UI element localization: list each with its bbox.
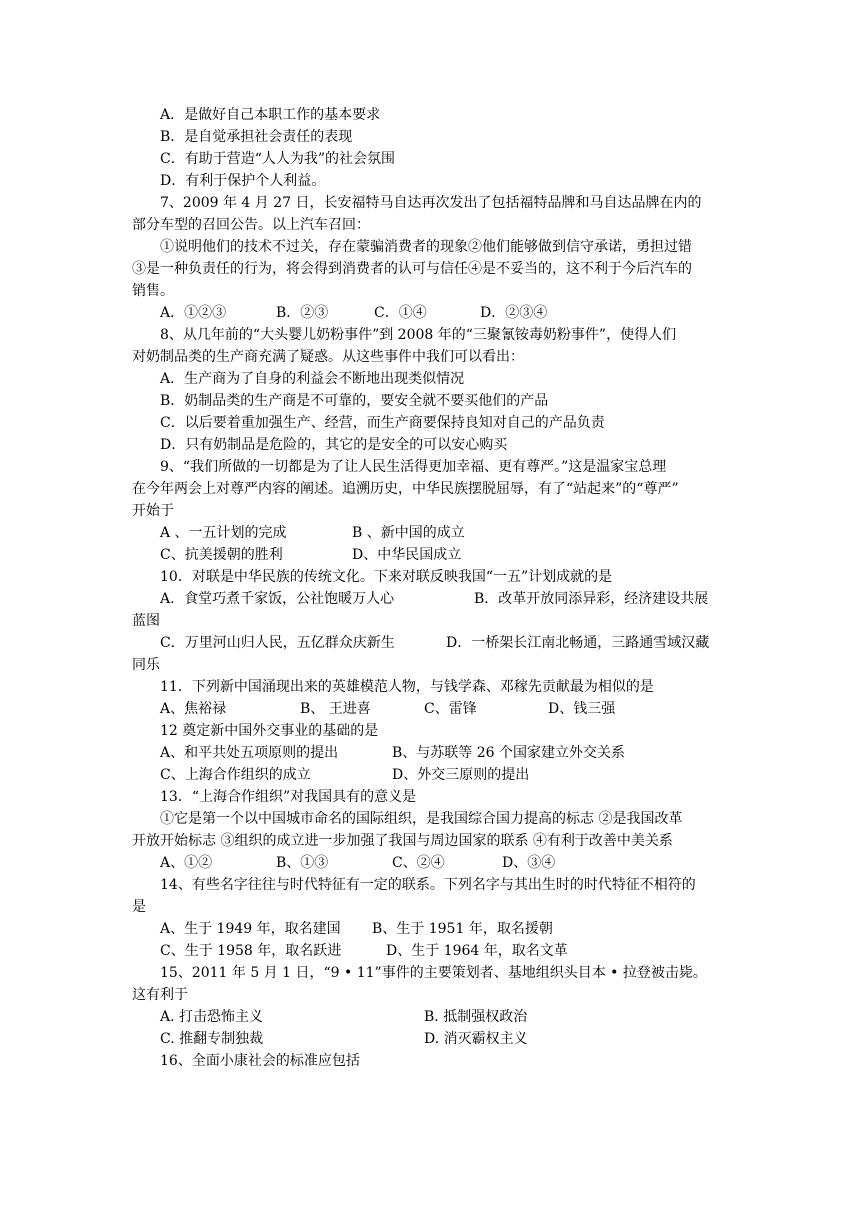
line-text: 销售。 [132,283,174,299]
line-text: A．是做好自己本职工作的基本要求 [160,107,381,123]
answer-option: D、生于 1964 年，取名文革 [386,943,568,959]
line-text: 15、2011 年 5 月 1 日，“9 • 11”事件的主要策划者、基地组织头目本 • 拉登被击毙。 [160,965,707,981]
line-text: 10．对联是中华民族的传统文化。下来对联反映我国“一五”计划成就的是 [160,569,613,585]
answer-option: A、①② [160,855,213,871]
line-text: 11．下列新中国涌现出来的英雄模范人物，与钱学森、邓稼先贡献最为相似的是 [160,679,654,695]
answer-option: C、②④ [392,855,445,871]
line-text: 是 [132,899,146,915]
line-text: 8、从几年前的“大头婴儿奶粉事件”到 2008 年的“三聚氰铵毒奶粉事件”，使得人们 [160,327,677,343]
line-text: 同乐 [132,657,160,673]
line-text: D．有利于保护个人利益。 [160,173,326,189]
line-text: ③是一种负责任的行为，将会得到消费者的认可与信任④是不妥当的，这不利于今后汽车的 [132,261,692,277]
answer-option: C、上海合作组织的成立 [160,767,311,783]
line-text: 蓝图 [132,613,160,629]
answer-option: D、中华民国成立 [352,547,462,563]
answer-option: B、生于 1951 年，取名援朝 [372,921,553,937]
line-text: 12 奠定新中国外交事业的基础的是 [160,723,379,739]
answer-option: D、外交三原则的提出 [392,767,530,783]
answer-option: D．②③④ [480,305,548,321]
line-text: 开始于 [132,503,174,519]
answer-option: D．一桥架长江南北畅通，三路通雪域汉藏 [446,635,710,651]
line-text: A．生产商为了自身的利益会不断地出现类似情况 [160,371,465,387]
answer-option: B．改革开放同添异彩，经济建设共展 [474,591,709,607]
answer-option: A 、一五计划的完成 [160,525,287,541]
line-text: 7、2009 年 4 月 27 日，长安福特马自达再次发出了包括福特品牌和马自达品牌在内的 [160,195,702,211]
line-text: ①它是第一个以中国城市命名的国际组织，是我国综合国力提高的标志 ②是我国改革 [160,811,683,827]
line-text: 9、“我们所做的一切都是为了让人民生活得更加幸福、更有尊严。”这是温家宝总理 [160,459,667,475]
line-text: B．奶制品类的生产商是不可靠的，要安全就不要买他们的产品 [160,393,549,409]
answer-option: B 、新中国的成立 [352,525,465,541]
line-text: 14、有些名字往往与时代特征有一定的联系。下列名字与其出生时的时代特征不相符的 [160,877,696,893]
line-text: 13．“上海合作组织”对我国具有的意义是 [160,789,417,805]
answer-option: A、焦裕禄 [160,701,227,717]
answer-option: A、和平共处五项原则的提出 [160,745,339,761]
line-text: C．以后要着重加强生产、经营，而生产商要保持良知对自己的产品负责 [160,415,605,431]
answer-option: B、①③ [276,855,329,871]
line-text: 16、全面小康社会的标准应包括 [160,1053,360,1069]
line-text: 这有利于 [132,987,188,1003]
answer-option: D、钱三强 [548,701,616,717]
answer-option: D、③④ [502,855,556,871]
answer-option: D. 消灭霸权主义 [424,1031,528,1047]
line-text: B．是自觉承担社会责任的表现 [160,129,353,145]
line-text: D．只有奶制品是危险的，其它的是安全的可以安心购买 [160,437,508,453]
answer-option: A、生于 1949 年，取名建国 [160,921,341,937]
answer-option: C、生于 1958 年，取名跃进 [160,943,342,959]
line-text: 部分车型的召回公告。以上汽车召回： [132,217,370,233]
line-text: ①说明他们的技术不过关，存在蒙骗消费者的现象②他们能够做到信守承诺，勇担过错 [160,239,692,255]
line-text: 在今年两会上对尊严内容的阐述。追溯历史，中华民族摆脱屈辱，有了“站起来”的“尊严” [132,481,679,497]
answer-option: C、雷锋 [424,701,477,717]
answer-option: C．①④ [374,305,427,321]
answer-option: A．食堂巧煮千家饭，公社饱暖万人心 [160,591,395,607]
line-text: 对奶制品类的生产商充满了疑惑。从这些事件中我们可以看出： [132,349,524,365]
answer-option: A. 打击恐怖主义 [160,1009,264,1025]
answer-option: C．万里河山归人民，五亿群众庆新生 [160,635,395,651]
answer-option: C、抗美援朝的胜利 [160,547,283,563]
answer-option: A．①②③ [160,305,227,321]
answer-option: B、 王进喜 [300,701,371,717]
answer-option: C. 推翻专制独裁 [160,1031,264,1047]
line-text: 开放开始标志 ③组织的成立进一步加强了我国与周边国家的联系 ④有利于改善中美关系 [132,833,673,849]
answer-option: B. 抵制强权政治 [424,1009,528,1025]
line-text: C．有助于营造“人人为我”的社会氛围 [160,151,396,167]
answer-option: B、与苏联等 26 个国家建立外交关系 [392,745,626,761]
answer-option: B．②③ [276,305,329,321]
